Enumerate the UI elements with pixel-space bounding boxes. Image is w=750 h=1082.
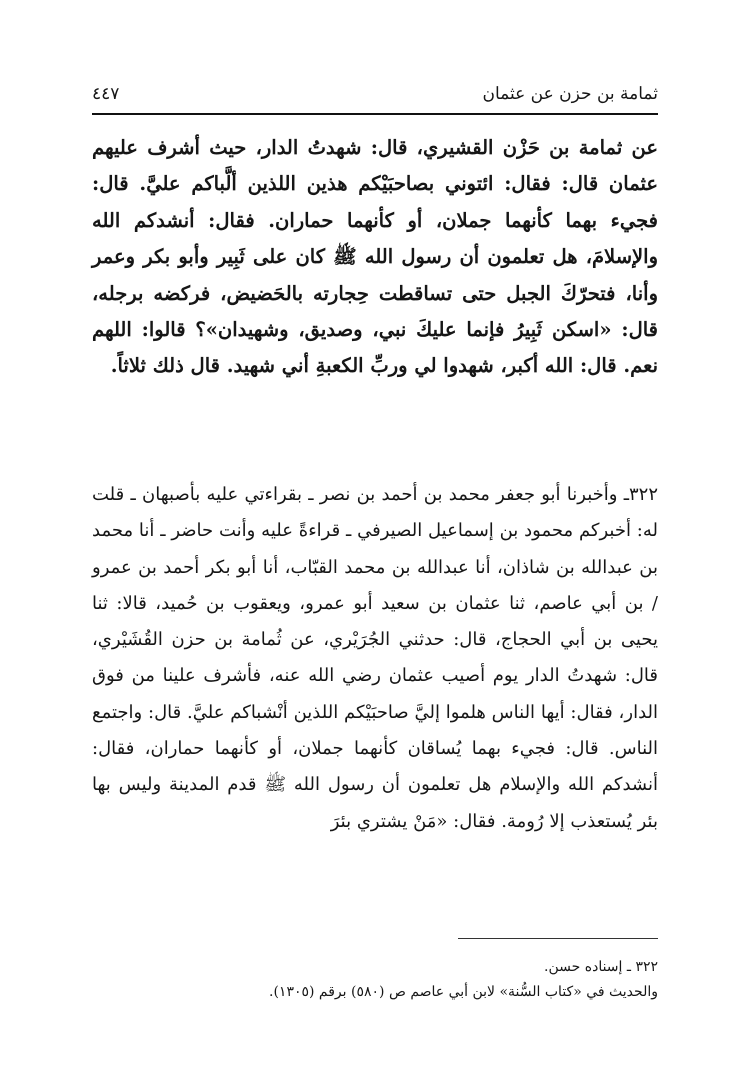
header-rule (92, 113, 658, 115)
running-title: ثمامة بن حزن عن عثمان (482, 84, 658, 104)
hadith-paragraph-2 (92, 477, 658, 840)
paragraph-text: ٣٢٢ـ وأخبرنا أبو جعفر محمد بن أحمد بن نصر ـ بقراءتي عليه بأصبهان ـ قلت له: أخبركم محمود بن إسماعيل الصيرفي ـ قراءةً عليه وأنت حاضر ـ أنا محمد بن عبدالله بن شاذان، أنا عبدالله بن محمد القبّاب، أنا أبو بكر أحمد بن عمرو / بن أبي عاصم، ثنا عثمان بن سعيد أبو عمرو، ويعقوب بن حُميد، قالا: ثنا يحيى بن أبي الحجاج، قال: حدثني الجُرَيْري، عن ثُمامة بن حزن القُشَيْري، قال: شهدتُ الدار يوم أصيب عثمان رضي الله عنه، فأشرف علينا من فوق الدار، فقال: أيها الناس هلموا إليَّ صاحبَيْكم اللذين أنْشباكم عليَّ. قال: واجتمع الناس. قال: فجيء بهما يُساقان كأنهما جملان، أو كأنهما حماران، فقال: أنشدكم الله والإسلام هل تعلمون أن رسول الله ﷺ قدم المدينة وليس بها بئر يُستعذب إلا رُومة. فقال: «مَنْ يشتري بئرَ (92, 484, 658, 832)
footnote-1: ٣٢٢ ـ إسناده حسن. (544, 959, 658, 975)
page-number: ٤٤٧ (92, 84, 120, 104)
footnotes (92, 955, 658, 1005)
footnote-2: والحديث في «كتاب السُّنة» لابن أبي عاصم ص (٥٨٠) برقم (١٣٠٥). (269, 984, 658, 1000)
footnote-rule (458, 938, 658, 939)
page-header (92, 70, 658, 104)
paragraph-text: عن ثمامة بن حَزْن القشيري، قال: شهدتُ الدار، حيث أشرف عليهم عثمان قال: فقال: ائتوني بصاحبَيْكم هذين اللذين ألَّباكم عليَّ. قال: فجيء بهما كأنهما جملان، أو كأنهما حماران. فقال: أنشدكم الله والإسلامَ، هل تعلمون أن رسول الله ﷺ كان على ثَبِير وأبو بكر وعمر وأنا، فتحرّكَ الجبل حتى تساقطت حِجارته بالحَضيض، فركضه برجله، قال: «اسكن ثَبِيرُ فإنما عليكَ نبي، وصديق، وشهيدان»؟ قالوا: اللهم نعم. قال: الله أكبر، شهدوا لي وربِّ الكعبةِ أني شهيد. قال ذلك ثلاثاً. (92, 136, 658, 378)
hadith-paragraph-1 (92, 130, 658, 385)
